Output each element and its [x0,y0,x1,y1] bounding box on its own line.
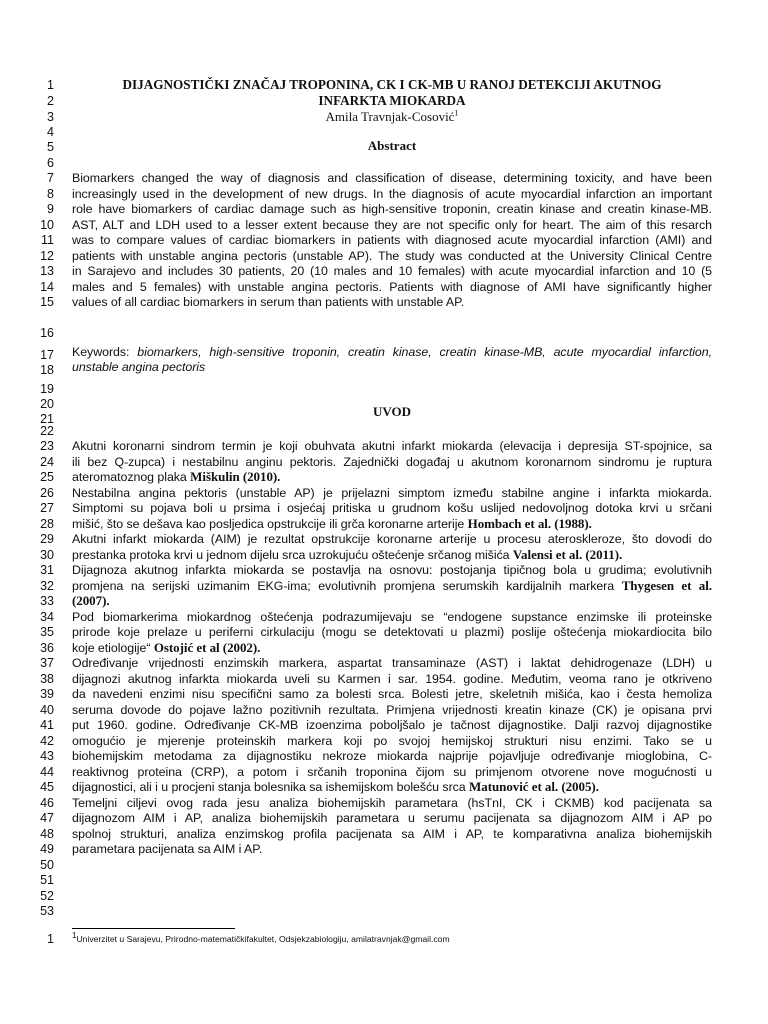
abstract-line: in Sarajevo and includes 30 patients, 20 (10 males and 10 females) with acute myocardial infarction and 10 (5 [72,264,712,278]
uvod-heading: UVOD [372,404,412,419]
abstract-line-row [0,279,768,295]
body-line-row [0,717,768,733]
author-name: Amila Travnjak-Cosović [325,109,455,124]
line-number: 11 [41,233,54,247]
abstract-line-row [0,232,768,248]
line-number: 37 [40,656,54,670]
body-line-row [0,438,768,454]
body-line-row [0,779,768,795]
line-number: 16 [40,326,54,340]
body-line-row [0,671,768,687]
keywords-line-2: unstable angina pectoris [72,360,206,374]
title-line-2-row [0,93,768,109]
line-number: 15 [40,295,54,309]
line-number: 26 [40,486,54,500]
line-number: 49 [40,842,54,856]
body-line [72,764,712,780]
citation: Valensi et al. (2011). [512,547,623,562]
line-number: 53 [40,904,54,918]
uvod-heading-row [0,404,768,420]
line-number-row [0,325,60,341]
body-text: Akutni koronarni sindrom termin je koji obuhvata akutni infarkt miokarda (elevacija i depresija ST-spojnice, sa [72,439,712,453]
body-text: Pod biomarkerima miokardnog oštećenja podrazumijevaju se “endogene supstance enzimske ili proteinske [72,610,712,624]
body-line [72,841,712,857]
body-line [72,810,712,826]
line-number: 24 [40,455,54,469]
body-line-row [0,531,768,547]
line-number: 10 [40,218,54,232]
body-line [72,779,712,795]
author-row [0,109,768,125]
body-text: reaktivnog proteina (CRP), a potom i srčanih troponina čijom su primjenom otvorene nove mogućnosti u [72,765,712,779]
line-number: 3 [47,110,54,124]
citation: Hombach et al. (1988). [467,516,592,531]
line-number: 41 [40,718,54,732]
title-line-1-row [0,77,768,93]
body-line [72,454,712,470]
line-number: 45 [40,780,54,794]
line-number: 32 [40,579,54,593]
body-line-row [0,469,768,485]
body-line [72,609,712,625]
body-text: Određivanje vrijednosti enzimskih markera, aspartat transaminaze (AST) i laktat dehidrogenaze (LDH) u [72,656,712,670]
line-number: 2 [47,94,54,108]
line-number: 38 [40,672,54,686]
body-line [72,826,712,842]
body-line-row [0,764,768,780]
body-text: dijagnozom AIM i AP, analiza biohemijskih parametara u serumu pacijenata sa dijagnozom AIM i AP po [72,811,712,825]
body-text: seruma dovode do pojave lažno pozitivnih rezultata. Primjena vrijednosti kreatin kinaze (CK) je opisana prvi [72,703,712,717]
line-number: 27 [40,501,54,515]
abstract-line: increasingly used in the development of new drugs. In the diagnosis of acute myocardial infarction an important [72,187,712,201]
body-line [72,485,712,501]
body-line [72,686,712,702]
line-number: 46 [40,796,54,810]
body-line [72,578,712,594]
body-text: ateromatoznog plaka [72,470,191,484]
body-text: Akutni infarkt miokarda (AIM) je rezultat opstrukcije koronarne arterije u procesu ateroskleroze, što dovodi do [72,532,712,546]
body-text: prestanka protoka krvi u jednom dijelu srca uzrokujuću oštećenje srčanog mišića [72,548,513,562]
body-text: parametara pacijenata sa AIM i AP. [72,842,263,856]
line-number: 9 [47,202,54,216]
abstract-line: was to compare values of cardiac biomarkers in patients with diagnosed acute myocardial infarction (AMI) and [72,233,712,247]
author-line [72,109,712,125]
line-number-row [0,857,60,873]
line-number-row [0,155,60,171]
keywords-line-1 [72,344,712,360]
abstract-line: role have biomarkers of cardiac damage such as high-sensitive troponin, creatin kinase and creatin kinase-MB. [72,202,712,216]
line-number: 18 [40,363,54,377]
body-line [72,593,712,609]
body-line-row [0,748,768,764]
citation: (2007). [72,593,110,608]
line-number-row [0,888,60,904]
abstract-line: AST, ALT and LDH used to a lesser extent because they are not specific only for heart. The aim of this resarch [72,218,712,232]
line-number: 5 [47,140,54,154]
abstract-heading-row [0,138,768,154]
body-line [72,516,712,532]
abstract-line: males and 5 females) with unstable angina pectoris. Patients with diagnose of AMI have significantly higher [72,280,712,294]
citation: Thygesen et al. [621,578,712,593]
abstract-line-row [0,201,768,217]
line-number: 52 [40,889,54,903]
body-text: omogućio je mjerenje proteinskih markera koji po svojoj hemijskoj strukturi nisu enzimi. Tako se u [72,734,712,748]
body-line [72,624,712,640]
body-text: Dijagnoza akutnog infarkta miokarda se postavlja na osnovu: postojanja tipičnog bola u grudima; evolutivnih [72,563,712,577]
line-number: 19 [40,382,54,396]
paper-title-line-2: INFARKTA MIOKARDA [318,93,466,108]
body-text: biohemijskim metodama za dijagnostiku nekroze miokarda najprije pojavljuje određivanje mioglobina, C- [72,749,712,763]
line-number: 50 [40,858,54,872]
line-number-row [0,903,60,919]
line-number: 1 [47,78,54,92]
line-number: 36 [40,641,54,655]
footnote-mark: 1 [72,931,77,941]
body-text: mišić, što se dešava kao posljedica opstrukcije ili grča koronarne arterije [72,517,468,531]
body-text: da navedeni enzimi nisu specifični samo za bolesti srca. Bolesti jetre, skeletnih mišića, kao i česta hemoliza [72,687,712,701]
abstract-heading: Abstract [367,138,417,153]
body-text: dijagnostici, ali i u procjeni stanja bolesnika sa ishemijskom bolešću srca [72,780,470,794]
keywords-list-1: biomarkers, high-sensitive troponin, creatin kinase, creatin kinase-MB, acute myocardial infarction, [137,345,712,359]
abstract-line-row [0,294,768,310]
body-line-row [0,810,768,826]
body-line-row [0,733,768,749]
body-line [72,655,712,671]
line-number-row [0,423,60,439]
line-number: 20 [40,397,54,411]
body-text: put 1960. godine. Određivanje CK-MB izoenzima poboljšalo je tačnost dijagnostike. Dalji razvoj dijagnostike [72,718,712,732]
body-line [72,748,712,764]
body-line [72,733,712,749]
body-line [72,500,712,516]
keywords-row-1 [0,344,768,360]
body-line [72,438,712,454]
body-line [72,531,712,547]
author-affiliation-mark: 1 [454,108,459,118]
body-text: Temeljni ciljevi ovog rada jesu analiza biohemijskih parametara (hsTnI, CK i CKMB) kod pacijenata sa [72,796,712,810]
abstract-line: patients with unstable angina pectoris (unstable AP). The study was conducted at the University Clinical Centre [72,249,712,263]
footnote-page-line-number: 1 [47,932,54,946]
line-number: 43 [40,749,54,763]
line-number: 4 [47,125,54,139]
abstract-line-row [0,248,768,264]
body-line-row [0,686,768,702]
line-number: 48 [40,827,54,841]
body-line-row [0,826,768,842]
abstract-line-row [0,170,768,186]
body-line-row [0,454,768,470]
body-line-row [0,500,768,516]
body-line-row [0,624,768,640]
body-line-row [0,516,768,532]
line-number-row [0,872,60,888]
line-number: 30 [40,548,54,562]
line-number: 40 [40,703,54,717]
line-number: 22 [40,424,54,438]
line-number: 31 [40,563,54,577]
line-number: 29 [40,532,54,546]
line-number: 23 [40,439,54,453]
line-number: 28 [40,517,54,531]
line-number: 17 [40,348,54,362]
body-line-row [0,485,768,501]
line-number: 6 [47,156,54,170]
body-line-row [0,795,768,811]
body-text: dijagnozi akutnog infarkta miokarda uveli su Karmen i sar. 1954. godine. Međutim, veoma rano je otkriveno [72,672,712,686]
body-text: ili bez Q-zupca) i nestabilnu anginu pektoris. Zajednički događaj u akutnom koronarnom sindromu je ruptura [72,455,712,469]
line-number-row [0,381,60,397]
abstract-line: values of all cardiac biomarkers in serum than patients with unstable AP. [72,295,465,309]
body-line-row [0,609,768,625]
line-number: 14 [40,280,54,294]
body-line [72,640,712,656]
footnote [72,931,450,944]
body-line [72,717,712,733]
line-number: 44 [40,765,54,779]
line-number: 21 [40,412,54,426]
line-number: 13 [40,264,54,278]
line-number: 35 [40,625,54,639]
line-number: 12 [40,249,54,263]
body-line-row [0,640,768,656]
body-text: koje etiologije“ [72,641,154,655]
citation: Miškulin (2010). [190,469,281,484]
body-line [72,562,712,578]
footnote-text: Univerzitet u Sarajevu, Prirodno-matematičkifakultet, Odsjekzabiologiju, amilatravnjak@gmail.com [76,934,450,944]
body-line [72,795,712,811]
body-text: promjena na serijski uzimanim EKG-ima; evolutivnih promjena serumskih kardijalnih markera [72,579,622,593]
body-line [72,671,712,687]
line-number: 8 [47,187,54,201]
abstract-line: Biomarkers changed the way of diagnosis and classification of disease, determining toxicity, and have been [72,171,712,185]
line-number: 39 [40,687,54,701]
body-line-row [0,578,768,594]
line-number: 47 [40,811,54,825]
body-text: Nestabilna angina pektoris (unstable AP) je prijelazni simptom između stabilne angine i infarkta miokarda. [72,486,712,500]
body-line [72,469,712,485]
body-line [72,702,712,718]
abstract-line-row [0,263,768,279]
paper-title-line-1: DIJAGNOSTIČKI ZNAČAJ TROPONINA, CK I CK-MB U RANOJ DETEKCIJI AKUTNOG [122,77,662,92]
body-text: Simptomi su pojava boli u prsima i osjećaj pritiska u grudnom košu uslijed nedovoljnog dotoka krvi u srčani [72,501,712,515]
line-number: 7 [47,171,54,185]
citation: Matunović et al. (2005). [469,779,599,794]
line-number: 25 [40,470,54,484]
body-line-row [0,562,768,578]
body-text: prirode koje prelaze u periferni cirkulaciju (mogu se detektovati u plazmi) poslije oštećenja miokardiocita bilo [72,625,712,639]
citation: Ostojić et al (2002). [153,640,261,655]
keywords-row-2 [0,359,768,375]
body-text: spolnoj strukturi, analiza enzimskog profila pacijenata sa AIM i AP, te komparativna analiza biohemijskih [72,827,712,841]
line-number: 34 [40,610,54,624]
body-line-row [0,593,768,609]
line-number: 42 [40,734,54,748]
keywords-label: Keywords: [72,345,138,359]
body-line-row [0,841,768,857]
body-line [72,547,712,563]
abstract-line-row [0,217,768,233]
body-line-row [0,547,768,563]
line-number: 51 [40,873,54,887]
footnote-separator [72,928,235,929]
line-number: 33 [40,594,54,608]
body-line-row [0,702,768,718]
abstract-line-row [0,186,768,202]
body-line-row [0,655,768,671]
